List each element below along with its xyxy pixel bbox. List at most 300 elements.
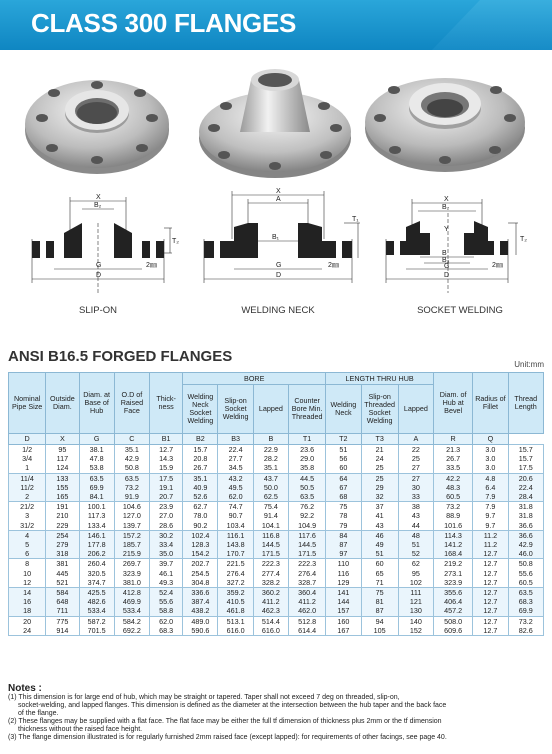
table-cell: 410.5 [218,597,253,606]
table-cell: 336.6 [183,588,218,598]
table-cell: 457.2 [434,606,473,616]
symbol-cell: R [434,434,473,445]
note-1-cont: socket-welding, and lapped flanges. This dimension is defined as the diameter at the intersection between the hub taper and the back face [18,702,447,709]
symbol-cell: G [79,434,114,445]
table-cell: 52.6 [183,492,218,502]
table-cell: 23.9 [150,502,183,512]
table-row [9,606,544,616]
table-cell: 104.9 [288,521,325,531]
welding-neck-t1-label: T₁ [352,216,359,223]
table-cell: 34.5 [218,463,253,473]
table-cell: 7.9 [473,492,508,502]
table-body [9,445,544,636]
table-cell: 129 [326,578,361,588]
table-row [9,511,544,520]
slip-on-mm-label: 2㎜ [146,262,157,269]
col-radius: Radius of Fillet [473,373,508,434]
table-cell: 105 [361,626,398,636]
unit-label: Unit:mm [514,360,544,369]
welding-neck-mm-label: 2㎜ [328,262,339,269]
table-cell: 48 [398,530,433,540]
table-row [9,492,544,502]
table-cell: 171.5 [253,549,288,559]
table-cell: 55.6 [508,569,543,578]
table-cell: 53.8 [79,463,114,473]
table-cell: 74.7 [218,502,253,512]
table-cell: 127.0 [114,511,149,520]
slip-on-g-label: G [96,262,102,269]
table-cell: 170.7 [218,549,253,559]
caption-welding-neck: WELDING NECK [241,305,315,316]
slip-on-d-label: D [96,272,102,279]
table-cell: 133.4 [79,521,114,531]
col-nps: Nominal Pipe Size [9,373,46,434]
table-cell: 116.8 [253,530,288,540]
note-1: (1) This dimension is for large end of hub, which may be straight or tapered. Taper shall not exceed 7 deg on threaded, slip-on, [8,694,400,701]
table-cell: 144 [326,597,361,606]
table-cell: 155 [46,483,79,492]
slip-on-flange-photo [22,58,172,183]
table-cell: 36.6 [508,530,543,540]
table-cell: 50.8 [114,463,149,473]
table-row [9,502,544,512]
table-cell: 64 [326,473,361,483]
socket-welding-flange-photo [360,58,530,183]
table-cell: 35.1 [114,445,149,455]
table-cell: 381 [46,559,79,569]
socket-b2-label: B₂ [442,204,450,211]
table-cell: 360.4 [288,588,325,598]
table-cell: 521 [46,578,79,588]
col-bore-lap: Lapped [253,385,288,434]
table-cell: 92.2 [288,511,325,520]
table-cell: 279 [46,540,79,549]
slip-on-diagram [14,183,179,303]
table-cell: 359.2 [218,588,253,598]
table-cell: 28.2 [253,454,288,463]
slip-on-b2-label: B₂ [94,202,102,209]
table-cell: 146.1 [79,530,114,540]
symbol-cell: B2 [183,434,218,445]
table-cell: 43.2 [218,473,253,483]
table-cell: 43.7 [253,473,288,483]
table-cell: 50.8 [508,559,543,569]
slip-on-t2-label: T₂ [172,238,179,245]
table-cell: 143.8 [218,540,253,549]
table-cell: 42.9 [114,454,149,463]
col-bore-so: Slip-on Socket Welding [218,385,253,434]
table-cell: 7.9 [473,502,508,512]
table-cell: 616.0 [253,626,288,636]
table-cell: 104.1 [253,521,288,531]
table-cell: 29.0 [288,454,325,463]
table-cell: 30 [398,483,433,492]
col-len-so: Slip-on Threaded Socket Welding [361,385,398,434]
table-cell: 87 [361,606,398,616]
table-row [9,540,544,549]
caption-slip-on: SLIP-ON [78,305,117,316]
welding-neck-g-label: G [276,262,282,269]
table-cell: 60 [361,559,398,569]
col-hub-base: Diam. at Base of Hub [79,373,114,434]
table-cell: 140 [398,616,433,626]
socket-d-label: D [444,272,450,279]
table-cell: 75 [326,502,361,512]
table-cell: 78.0 [183,511,218,520]
table-cell: 73.2 [434,502,473,512]
table-cell: 202.7 [183,559,218,569]
table-cell: 65 [361,569,398,578]
table-cell: 12.7 [473,606,508,616]
table-cell: 276.4 [218,569,253,578]
table-cell: 406.4 [434,597,473,606]
table-cell: 154.2 [183,549,218,559]
table-cell: 111 [398,588,433,598]
table-cell: 50.5 [288,483,325,492]
flange-photos [0,58,552,183]
table-cell: 56 [326,454,361,463]
table-cell: 590.6 [183,626,218,636]
table-cell: 114.3 [434,530,473,540]
table-cell: 260.4 [79,559,114,569]
table-cell: 50.0 [253,483,288,492]
table-cell: 69.9 [79,483,114,492]
table-cell: 23.6 [288,445,325,455]
table-cell: 35.1 [253,463,288,473]
table-cell: 51 [398,540,433,549]
table-cell: 152 [398,626,433,636]
table-cell: 462.3 [253,606,288,616]
table-cell: 63.5 [114,473,149,483]
table-cell: 584 [46,588,79,598]
col-len-lap: Lapped [398,385,433,434]
table-cell: 103.4 [218,521,253,531]
table-row [9,521,544,531]
table-row [9,473,544,483]
table-cell: 62.0 [150,616,183,626]
table-cell: 76.2 [288,502,325,512]
table-cell: 35.0 [150,549,183,559]
symbol-cell: D [9,434,46,445]
table-cell: 411.2 [288,597,325,606]
table-cell: 95 [398,569,433,578]
table-cell: 533.4 [114,606,149,616]
table-row [9,559,544,569]
table-cell: 775 [46,616,79,626]
table-cell: 60.5 [508,578,543,588]
symbol-cell: X [46,434,79,445]
table-cell: 139.7 [114,521,149,531]
table-row [9,463,544,473]
table-cell: 276.4 [288,569,325,578]
table-cell: 51 [326,445,361,455]
table-cell: 91.9 [114,492,149,502]
table-cell: 15.7 [508,454,543,463]
table-cell: 51 [361,549,398,559]
welding-neck-b1-label: B₁ [272,234,280,241]
table-cell: 14 [9,588,46,598]
table-cell: 167 [326,626,361,636]
table-cell: 43 [398,511,433,520]
symbol-cell: C [114,434,149,445]
table-cell: 27 [398,463,433,473]
table-cell: 6.4 [473,483,508,492]
table-cell: 46.1 [150,569,183,578]
table-cell: 16 [9,597,46,606]
table-cell: 63.5 [79,473,114,483]
table-cell: 67 [326,483,361,492]
table-cell: 2 [9,492,46,502]
table-cell: 102.4 [183,530,218,540]
col-group-bore: BORE [183,373,326,385]
table-cell: 3.0 [473,445,508,455]
symbol-cell: B3 [218,434,253,445]
socket-welding-diagram [382,183,548,303]
table-cell: 5 [9,540,46,549]
table-cell: 88.9 [434,511,473,520]
table-cell: 35.8 [288,463,325,473]
table-cell: 206.2 [79,549,114,559]
table-cell: 374.7 [79,578,114,588]
welding-neck-x-label: X [276,188,281,195]
socket-x-label: X [444,196,449,203]
table-cell: 22.9 [253,445,288,455]
table-cell: 20 [9,616,46,626]
table-cell: 11.2 [473,540,508,549]
col-raised-face: O.D of Raised Face [114,373,149,434]
table-cell: 177.8 [79,540,114,549]
table-cell: 461.8 [218,606,253,616]
table-cell: 12.7 [473,626,508,636]
table-cell: 33.4 [150,540,183,549]
table-cell: 215.9 [114,549,149,559]
page-title: CLASS 300 FLANGES [31,8,297,38]
table-cell: 222.3 [253,559,288,569]
table-cell: 3.0 [473,454,508,463]
table-cell: 11/2 [9,483,46,492]
table-cell: 160 [326,616,361,626]
table-cell: 28.6 [150,521,183,531]
table-cell: 328.2 [253,578,288,588]
table-cell: 49.3 [150,578,183,588]
table-cell: 144.5 [288,540,325,549]
table-cell: 157.2 [114,530,149,540]
table-cell: 116 [326,569,361,578]
table-cell: 425.5 [79,588,114,598]
table-cell: 42.9 [508,540,543,549]
table-cell: 21/2 [9,502,46,512]
table-cell: 68.3 [508,597,543,606]
table-cell: 41 [361,511,398,520]
table-cell: 25 [361,463,398,473]
socket-b3-label: B₃ [442,257,450,264]
table-cell: 18 [9,606,46,616]
table-cell: 82.6 [508,626,543,636]
table-row [9,597,544,606]
table-cell: 144.5 [253,540,288,549]
table-cell: 17.5 [150,473,183,483]
table-cell: 81 [361,597,398,606]
table-cell: 15.7 [508,445,543,455]
table-cell: 1 [9,463,46,473]
table-cell: 44.5 [288,473,325,483]
slip-on-x-label: X [96,194,101,201]
table-cell: 22.4 [218,445,253,455]
table-cell: 513.1 [218,616,253,626]
table-cell: 11.2 [473,530,508,540]
table-row [9,578,544,588]
table-row [9,549,544,559]
table-cell: 44 [398,521,433,531]
table-cell: 533.4 [79,606,114,616]
symbol-cell: A [398,434,433,445]
table-cell: 95 [46,445,79,455]
table-cell: 355.6 [434,588,473,598]
note-3: (3) The flange dimension illustrated is for regularly furnished 2mm raised face (except lapped): for requirements of other facings, see page 40. [8,734,447,741]
table-cell: 411.2 [253,597,288,606]
table-cell: 26.7 [434,454,473,463]
table-cell: 711 [46,606,79,616]
table-cell: 27.7 [218,454,253,463]
table-cell: 130 [398,606,433,616]
welding-neck-flange-photo [196,58,354,183]
table-cell: 117.3 [79,511,114,520]
table-cell: 185.7 [114,540,149,549]
table-cell: 46.0 [508,549,543,559]
table-cell: 489.0 [183,616,218,626]
table-cell: 24 [9,626,46,636]
table-cell: 445 [46,569,79,578]
table-cell: 36.6 [508,521,543,531]
table-cell: 75 [361,588,398,598]
table-cell: 28.4 [508,492,543,502]
table-row [9,626,544,636]
table-cell: 438.2 [183,606,218,616]
symbol-cell: T1 [288,434,325,445]
socket-b-label: B [442,250,447,257]
table-cell: 43 [361,521,398,531]
table-cell: 171.5 [288,549,325,559]
table-cell: 12.7 [473,597,508,606]
table-cell: 78 [326,511,361,520]
symbol-cell: B1 [150,434,183,445]
table-cell: 31.8 [508,511,543,520]
table-row [9,454,544,463]
table-cell: 84.1 [79,492,114,502]
col-thread: Thread Length [508,373,543,434]
socket-y-label: Y [444,226,449,233]
table-cell: 27.0 [150,511,183,520]
table-row [9,445,544,455]
table-cell: 52 [398,549,433,559]
table-cell: 73.2 [508,616,543,626]
table-cell: 49.5 [218,483,253,492]
table-cell: 584.2 [114,616,149,626]
table-cell: 31.8 [508,502,543,512]
table-cell: 3/4 [9,454,46,463]
table-cell: 94 [361,616,398,626]
table-cell: 47.8 [79,454,114,463]
table-cell: 48.3 [434,483,473,492]
table-cell: 68 [326,492,361,502]
table-cell: 79 [326,521,361,531]
table-cell: 614.4 [288,626,325,636]
table-cell: 68.3 [150,626,183,636]
table-cell: 62 [398,559,433,569]
table-cell: 210 [46,511,79,520]
note-1-end: of the flange. [18,710,59,717]
table-cell: 33.5 [434,463,473,473]
col-hub-bevel: Diam. of Hub at Bevel [434,373,473,434]
table-row [9,616,544,626]
table-cell: 25 [398,454,433,463]
table-cell: 323.9 [114,569,149,578]
table-cell: 191 [46,502,79,512]
table-cell: 277.4 [253,569,288,578]
table-cell: 128.3 [183,540,218,549]
table-cell: 9.7 [473,511,508,520]
table-cell: 304.8 [183,578,218,588]
table-cell: 39.7 [150,559,183,569]
table-cell: 165 [46,492,79,502]
note-2-cont: thickness without the raised face height. [18,726,143,733]
table-cell: 701.5 [79,626,114,636]
table-cell: 12.7 [150,445,183,455]
table-cell: 35.1 [183,473,218,483]
table-cell: 14.3 [150,454,183,463]
caption-socket-welding: SOCKET WELDING [417,305,503,316]
table-cell: 9.7 [473,521,508,531]
table-cell: 1/2 [9,445,46,455]
col-bore-counter: Counter Bore Min. Threaded [288,385,325,434]
table-cell: 29 [361,483,398,492]
table-row [9,483,544,492]
table-cell: 38 [398,502,433,512]
table-cell: 75.4 [253,502,288,512]
welding-neck-a-label: A [276,196,281,203]
table-cell: 221.5 [218,559,253,569]
table-cell: 62.5 [253,492,288,502]
table-cell: 15.9 [150,463,183,473]
table-cell: 168.4 [434,549,473,559]
table-cell: 360.2 [253,588,288,598]
table-cell: 3 [9,511,46,520]
table-cell: 12.7 [473,559,508,569]
table-cell: 38.1 [79,445,114,455]
table-cell: 462.0 [288,606,325,616]
cross-section-drawings [0,183,552,323]
flange-dimension-table [8,372,544,636]
table-cell: 91.4 [253,511,288,520]
note-2: (2) These flanges may be supplied with a flat face. The flat face may be either the full tf dimension of thickness plus 2mm or the tf dimension [8,718,442,725]
table-cell: 4 [9,530,46,540]
table-cell: 124 [46,463,79,473]
table-cell: 482.6 [79,597,114,606]
table-cell: 40.9 [183,483,218,492]
socket-mm-label: 2㎜ [492,262,503,269]
table-cell: 42.2 [434,473,473,483]
table-cell: 27 [398,473,433,483]
table-cell: 648 [46,597,79,606]
table-cell: 11/4 [9,473,46,483]
table-cell: 46 [361,530,398,540]
table-cell: 469.9 [114,597,149,606]
table-cell: 387.4 [183,597,218,606]
table-cell: 914 [46,626,79,636]
table-cell: 20.8 [183,454,218,463]
table-cell: 219.2 [434,559,473,569]
table-cell: 508.0 [434,616,473,626]
